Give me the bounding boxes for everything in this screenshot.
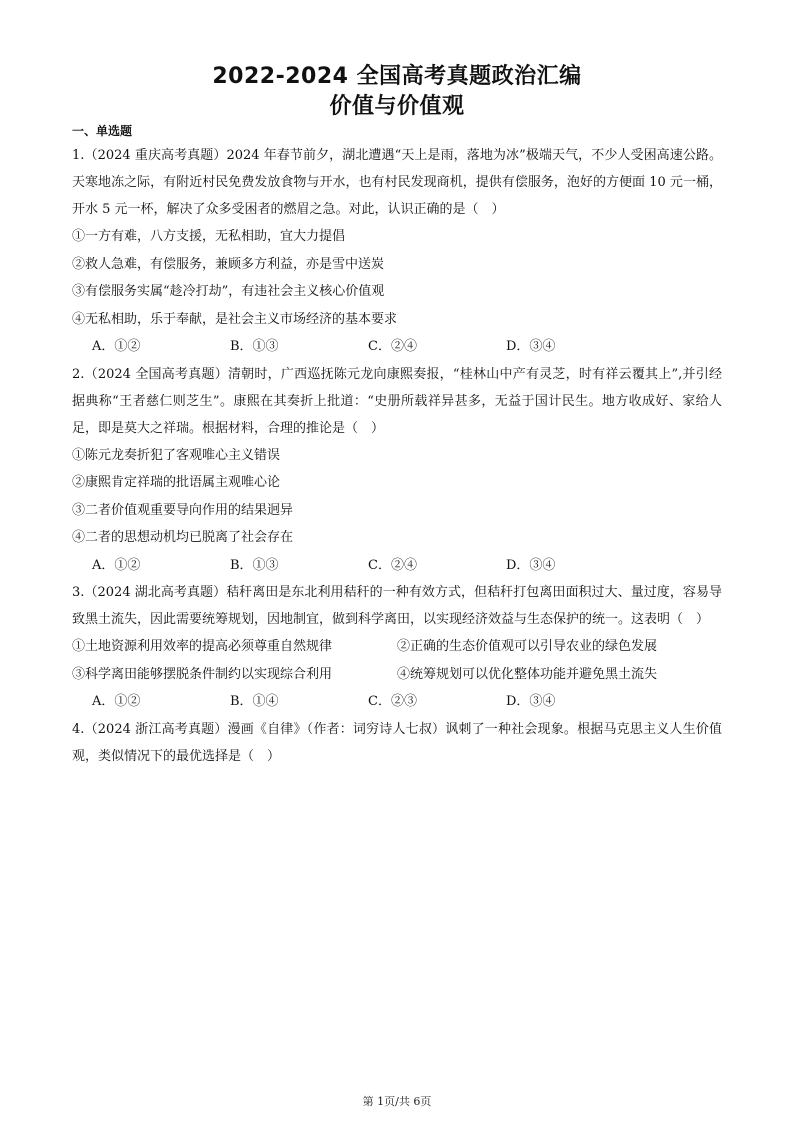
- question-stem: 2.（2024 全国高考真题）清朝时，广西巡抚陈元龙向康熙奏报，“桂林山中产有灵芝，时有祥云覆其上”,并引经据典称“王者慈仁则芝生”。康熙在其奏折上批道：“史册所载祥异甚多，无益于国计民生。地方收成好、家给人足，即是莫大之祥瑞。根据材料，合理的推论是（ ）: [72, 366, 722, 436]
- statement: ①一方有难，八方支援，无私相助，宜大力提倡: [72, 229, 346, 244]
- option-a: A．①②: [92, 694, 141, 709]
- statement-row: [72, 633, 722, 661]
- title-line-2: 价值与价值观: [329, 94, 465, 119]
- question-2: [72, 361, 722, 580]
- section-heading: 一、单选题: [72, 124, 133, 138]
- question-4: [72, 716, 722, 770]
- option-d: D．③④: [506, 557, 556, 573]
- statement: ①土地资源利用效率的提高必须尊重自然规律: [72, 639, 333, 654]
- statement: ①陈元龙奏折犯了客观唯心主义错误: [72, 447, 281, 463]
- answer-options: [72, 552, 722, 580]
- statement: ④二者的思想动机均已脱离了社会存在: [72, 530, 294, 545]
- question-1: [72, 142, 722, 361]
- option-b: B．①④: [230, 694, 279, 709]
- statement: ④统筹规划可以优化整体功能并避免黑土流失: [397, 666, 658, 682]
- question-stem: 3.（2024 湖北高考真题）秸秆离田是东北利用秸秆的一种有效方式，但秸秆打包离田面积过大、量过度，容易导致黑土流失，因此需要统筹规划，因地制宜，做到科学离田，以实现经济效益与生态保护的统一。这表明（ ）: [72, 585, 722, 627]
- answer-options: [72, 333, 722, 361]
- document-title: [0, 62, 794, 122]
- option-d: D．③④: [506, 339, 556, 354]
- answer-options: [72, 688, 722, 716]
- statement: ③有偿服务实属“趁冷打劫”，有违社会主义核心价值观: [72, 284, 385, 299]
- statement: ②救人急难，有偿服务，兼顾多方利益，亦是雪中送炭: [72, 256, 385, 272]
- option-c: C．②④: [368, 339, 417, 354]
- option-a: A．①②: [92, 339, 141, 354]
- option-b: B．①③: [230, 557, 279, 573]
- document-body: [72, 122, 722, 770]
- option-c: C．②④: [368, 557, 417, 573]
- question-stem: 1.（2024 重庆高考真题）2024 年春节前夕，湖北遭遇“天上是雨，落地为冰”极端天气，不少人受困高速公路。天寒地冻之际，有附近村民免费发放食物与开水，也有村民发现商机，提供有偿服务，泡好的方便面 10 元一桶，开水 5 元一杯，解决了众多受困者的燃眉之急。对此，认识正确的是（ ）: [72, 148, 722, 217]
- option-c: C．②③: [368, 694, 417, 709]
- statement: ④无私相助，乐于奉献，是社会主义市场经济的基本要求: [72, 311, 398, 327]
- title-line-1: 2022-2024 全国高考真题政治汇编: [212, 64, 582, 89]
- statement: ②正确的生态价值观可以引导农业的绿色发展: [397, 639, 658, 654]
- page-number: 第 1页/共 6页: [362, 1095, 432, 1108]
- statement: ③科学离田能够摆脱条件制约以实现综合利用: [72, 666, 333, 682]
- statement: ③二者价值观重要导向作用的结果迥异: [72, 502, 294, 518]
- question-3: [72, 579, 722, 716]
- statement-row: [72, 661, 722, 689]
- option-d: D．③④: [506, 694, 556, 709]
- question-stem: 4.（2024 浙江高考真题）漫画《自律》（作者：词穷诗人七叔）讽刺了一种社会现象。根据马克思主义人生价值观，类似情况下的最优选择是（ ）: [72, 721, 722, 764]
- statement: ②康熙肯定祥瑞的批语属主观唯心论: [72, 475, 281, 490]
- option-b: B．①③: [230, 339, 279, 354]
- option-a: A．①②: [92, 557, 141, 573]
